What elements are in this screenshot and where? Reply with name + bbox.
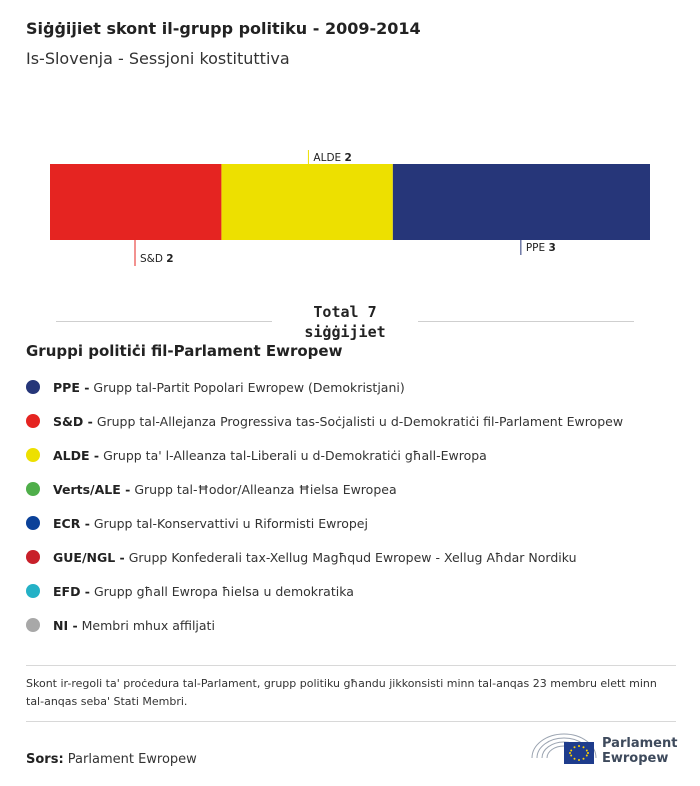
- logo-text-line2: Ewropew: [602, 751, 669, 766]
- legend-item-alde: [26, 438, 686, 472]
- seat-bar-chart: [0, 140, 700, 280]
- legend-item-ecr: [26, 506, 686, 540]
- legend-desc: Grupp Konfederali tax-Xellug Magħqud Ewropew - Xellug Aħdar Nordiku: [128, 549, 577, 565]
- bar-segment-ppe: [393, 164, 650, 240]
- chart-title: Siġġijiet skont il-grupp politiku - 2009-2014: [26, 19, 421, 38]
- legend-dot-sd: [26, 414, 40, 428]
- legend-desc: Grupp għall Ewropa ħielsa u demokratika: [93, 583, 354, 599]
- logo-text: [602, 736, 677, 766]
- legend-desc: Grupp ta' l-Alleanza tal-Liberali u d-Demokratiċi għall-Ewropa: [103, 447, 487, 463]
- legend-abbr: GUE/NGL -: [53, 549, 125, 565]
- legend-abbr: NI -: [53, 617, 78, 633]
- european-parliament-logo: [530, 728, 680, 768]
- legend-item-ppe: [26, 370, 686, 404]
- source-line: [26, 752, 197, 767]
- legend-dot-alde: [26, 448, 40, 462]
- legend-dot-ecr: [26, 516, 40, 530]
- legend-abbr: ECR -: [53, 515, 90, 531]
- legend-abbr: PPE -: [53, 379, 90, 395]
- legend-desc: Grupp tal-Allejanza Progressiva tas-Soċjalisti u d-Demokratiċi fil-Parlament Ewropew: [96, 413, 624, 429]
- legend-item-efd: [26, 574, 686, 608]
- legend-item-gue-ngl: [26, 540, 686, 574]
- total-seats-count: Total 7: [313, 303, 377, 321]
- legend-title: Gruppi politiċi fil-Parlament Ewropew: [26, 342, 343, 360]
- legend-item-sd: [26, 404, 686, 438]
- total-seats-unit: siġġijiet: [304, 323, 386, 341]
- legend-dot-ppe: [26, 380, 40, 394]
- legend-desc: Membri mhux affiljati: [81, 617, 215, 633]
- source-value: Parlament Ewropew: [67, 752, 197, 767]
- total-seats: [56, 302, 634, 342]
- legend-dot-gue-ngl: [26, 550, 40, 564]
- legend-abbr: EFD -: [53, 583, 90, 599]
- legend-dot-efd: [26, 584, 40, 598]
- legend: [26, 370, 686, 642]
- source-label: Sors:: [26, 752, 64, 767]
- legend-item-verts-ale: [26, 472, 686, 506]
- data-label-ppe: PPE 3: [525, 242, 556, 254]
- legend-abbr: ALDE -: [53, 447, 100, 463]
- hemicycle-flag-icon: [530, 728, 600, 768]
- bar-segment-alde: [221, 164, 392, 240]
- legend-dot-ni: [26, 618, 40, 632]
- legend-desc: Grupp tal-Ħodor/Alleanza Ħielsa Ewropea: [134, 481, 397, 497]
- chart-subtitle: Is-Slovenja - Sessjoni kostituttiva: [26, 49, 290, 68]
- legend-abbr: S&D -: [53, 413, 93, 429]
- logo-text-line1: Parlament: [602, 736, 678, 751]
- legend-abbr: Verts/ALE -: [53, 481, 131, 497]
- legend-item-ni: [26, 608, 686, 642]
- data-label-s-d: S&D 2: [140, 253, 174, 265]
- bar-segment-s-d: [50, 164, 221, 240]
- legend-desc: Grupp tal-Partit Popolari Ewropew (Demokristjani): [93, 379, 405, 395]
- legend-dot-verts-ale: [26, 482, 40, 496]
- rules-note: Skont ir-regoli ta' proċedura tal-Parlament, grupp politiku għandu jikkonsisti minn tal-anqas 23 membru elett minn tal-anqas seba' Stati Membri.: [26, 665, 676, 722]
- data-label-alde: ALDE 2: [313, 152, 352, 164]
- legend-desc: Grupp tal-Konservattivi u Riformisti Ewropej: [93, 515, 368, 531]
